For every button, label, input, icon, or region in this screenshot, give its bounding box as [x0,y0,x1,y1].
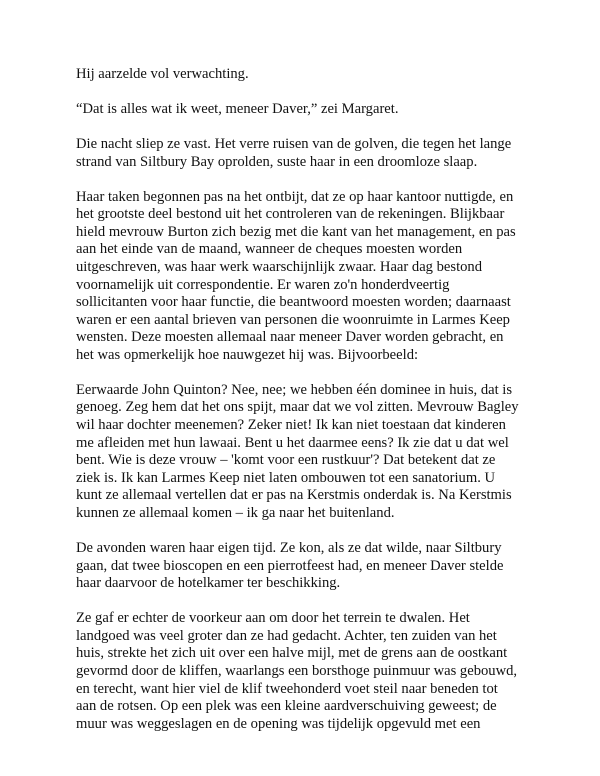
text-line: sollicitanten voor haar functie, die beantwoord moesten worden; daarnaast [76,294,511,311]
text-line: gevormd door de kliffen, waarlangs een borsthoge puinmuur was gebouwd, [76,662,518,679]
text-line: het grootste deel bestond uit het controleren van de rekeningen. Blijkbaar [76,206,505,223]
text-line: waren er een aantal brieven van personen die woonruimte in Larmes Keep [76,311,510,328]
text-line: me afleiden met hun lawaai. Bent u het daarmee eens? Ik zie dat u dat wel [76,434,509,451]
text-line: huis, strekte het zich uit over een halve mijl, met de grens aan de oostkant [76,645,508,662]
paragraph-5 [76,382,528,523]
text-line: Eerwaarde John Quinton? Nee, nee; we hebben één dominee in huis, dat is [76,381,513,398]
text-line: aan het einde van de maand, wanneer de cheques moesten worden [76,241,463,258]
text-line: uitgeschreven, was haar werk waarschijnlijk zwaar. Haar dag bestond [76,258,483,275]
document-page [76,66,528,751]
text-line: haar daarvoor de hotelkamer ter beschikking. [76,575,341,592]
text-line: Ze gaf er echter de voorkeur aan om door het terrein te dwalen. Het [76,610,470,627]
text-line: en terecht, want hier viel de klif tweehonderd voet steil naar beneden tot [76,680,498,697]
text-line: genoeg. Zeg hem dat het ons spijt, maar dat we vol zitten. Mevrouw Bagley [76,399,519,416]
text-line: De avonden waren haar eigen tijd. Ze kon, als ze dat wilde, naar Siltbury [76,540,502,557]
text-line: Die nacht sliep ze vast. Het verre ruisen van de golven, die tegen het lange [76,135,512,152]
text-line: bent. Wie is deze vrouw – 'komt voor een rustkuur'? Dat betekent dat ze [76,452,496,469]
text-line: voornamelijk uit correspondentie. Er waren zo'n honderdveertig [76,276,450,293]
text-line: hield mevrouw Burton zich bezig met die kant van het management, en pas [76,223,516,240]
text-line: aan de rotsen. Op een plek was een kleine aardverschuiving geweest; de [76,698,497,715]
text-line: “Dat is alles wat ik weet, meneer Daver,” zei Margaret. [76,100,399,117]
paragraph-4 [76,189,528,365]
paragraph-1 [76,66,528,84]
text-line: kunt ze allemaal vertellen dat er pas na Kerstmis onderdak is. Na Kerstmis [76,487,512,504]
paragraph-6 [76,540,528,593]
text-line: wil haar dochter meenemen? Zeker niet! Ik kan niet toestaan dat kinderen [76,417,506,434]
paragraph-3 [76,136,528,171]
text-line: landgoed was veel groter dan ze had gedacht. Achter, ten zuiden van het [76,627,497,644]
text-line: ziek is. Ik kan Larmes Keep niet laten ombouwen tot een sanatorium. U [76,469,496,486]
text-line: het was opmerkelijk hoe nauwgezet hij was. Bijvoorbeeld: [76,346,419,363]
text-line: strand van Siltbury Bay oprolden, suste haar in een droomloze slaap. [76,153,478,170]
paragraph-7 [76,610,528,733]
text-line: Haar taken begonnen pas na het ontbijt, dat ze op haar kantoor nuttigde, en [76,188,514,205]
text-line: Hij aarzelde vol verwachting. [76,66,249,82]
paragraph-2 [76,101,528,119]
text-line: kunnen ze allemaal komen – ik ga naar het buitenland. [76,505,395,522]
text-line: wensten. Deze moesten allemaal naar meneer Daver worden gebracht, en [76,329,504,346]
text-line: muur was weggeslagen en de opening was tijdelijk opgevuld met een [76,715,481,732]
text-line: gaan, dat twee bioscopen en een pierrotfeest had, en meneer Daver stelde [76,557,504,574]
